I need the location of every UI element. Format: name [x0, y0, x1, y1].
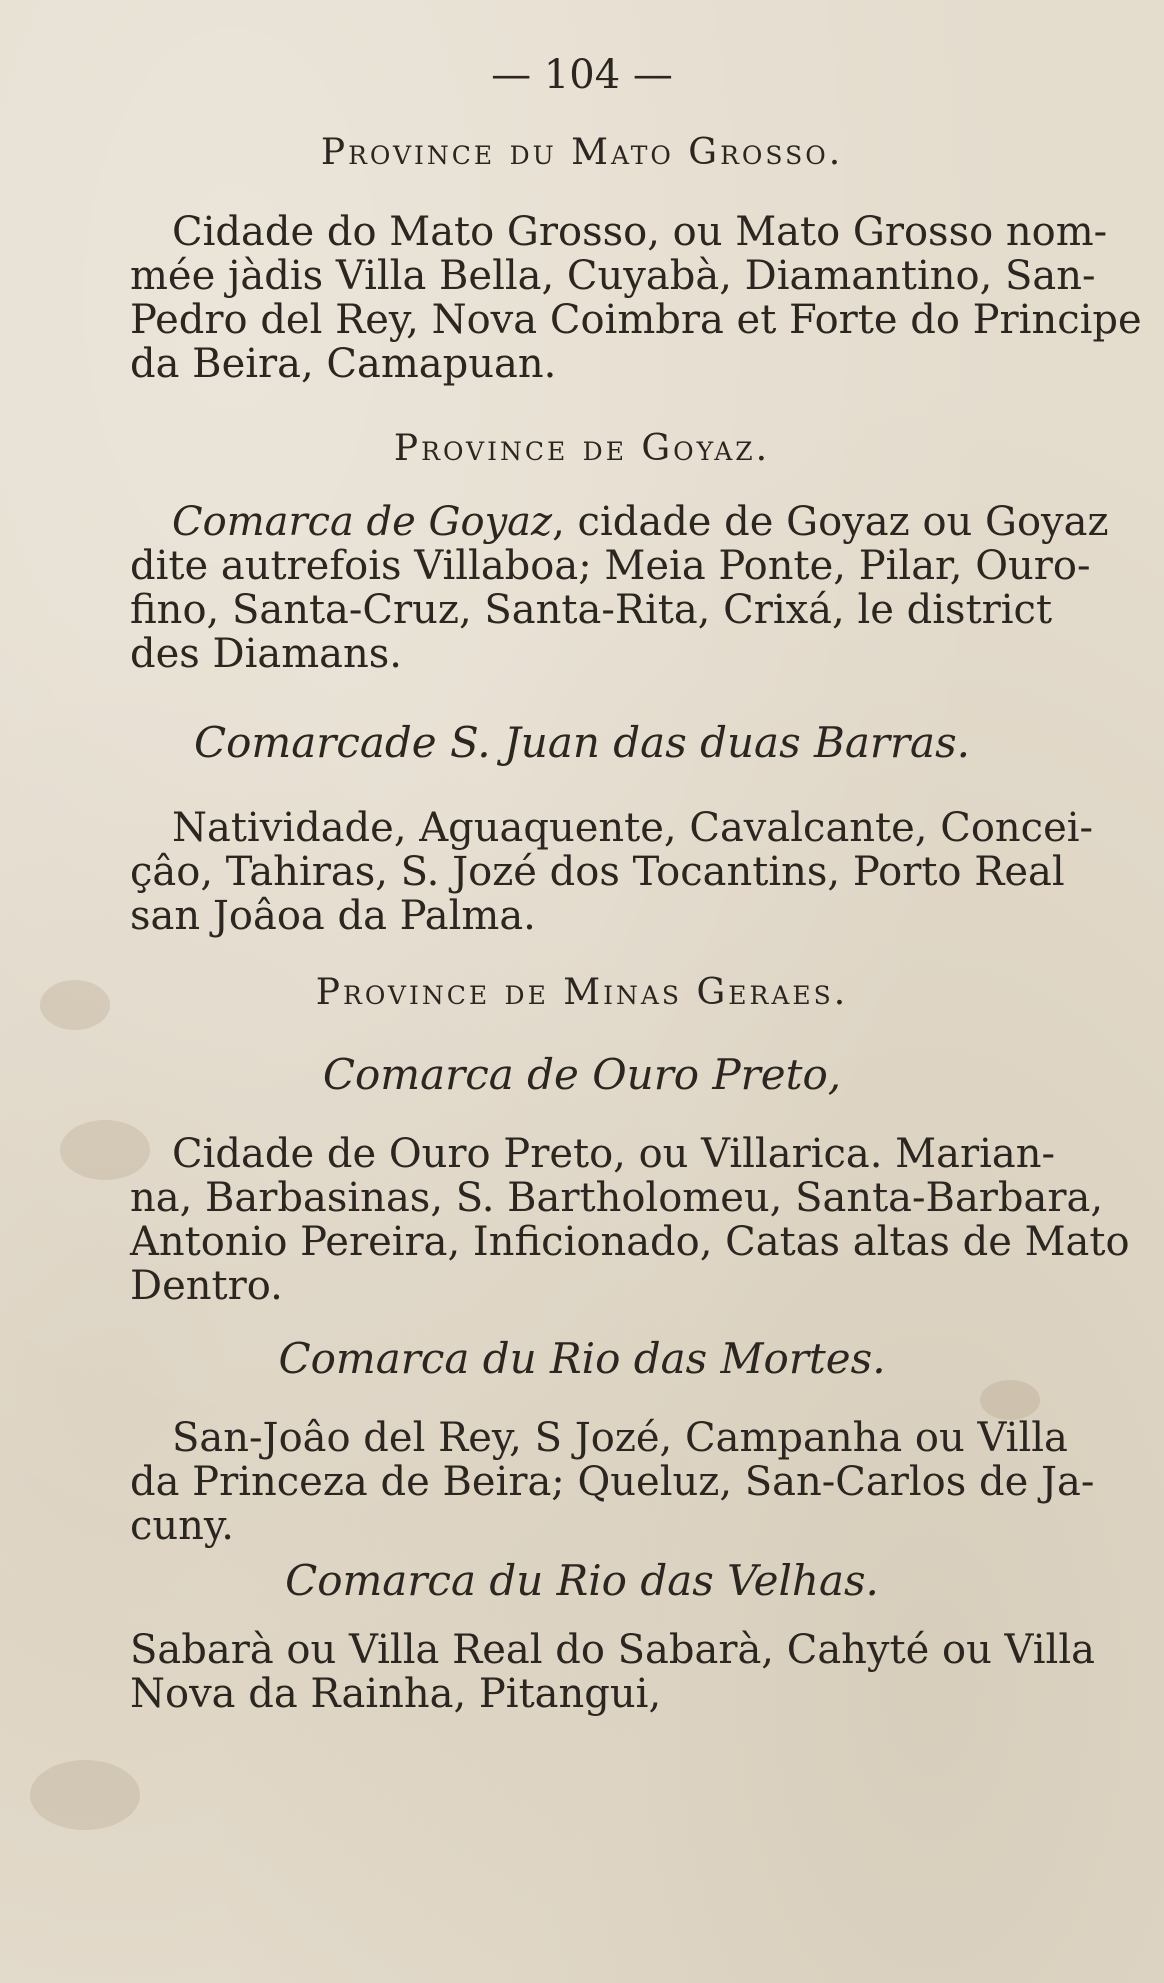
text-line: Natividade, Aguaquente, Cavalcante, Concei- [172, 805, 1094, 851]
comarca-lead: Comarca de Goyaz [172, 499, 553, 545]
paragraph-rio-das-velhas [130, 1627, 1095, 1717]
subheading-ouro-preto: Comarca de Ouro Preto, [322, 1050, 842, 1099]
heading-goyaz: Province de Goyaz. [393, 428, 771, 469]
text-line: Dentro. [130, 1263, 283, 1309]
text-line: Pedro del Rey, Nova Coimbra et Forte do Principe [130, 297, 1142, 343]
page-number: — 104 — [491, 52, 673, 98]
subheading-rio-das-mortes: Comarca du Rio das Mortes. [278, 1334, 886, 1383]
text-line: da Beira, Camapuan. [130, 341, 557, 387]
paragraph-duas-barras [130, 805, 1094, 939]
subheading-rio-das-velhas: Comarca du Rio das Velhas. [285, 1556, 879, 1605]
heading-mato-grosso: Province du Mato Grosso. [320, 132, 844, 173]
paragraph-ouro-preto [130, 1131, 1130, 1309]
text-line: çâo, Tahiras, S. Jozé dos Tocantins, Porto Real [130, 849, 1065, 895]
text-line: Cidade do Mato Grosso, ou Mato Grosso nom- [172, 209, 1108, 255]
paragraph-rio-das-mortes [130, 1415, 1095, 1549]
paragraph-goyaz [130, 499, 1109, 677]
text-line: san Joâoa da Palma. [130, 893, 536, 939]
text-line: Nova da Rainha, Pitangui, [130, 1671, 662, 1717]
text-line: da Princeza de Beira; Queluz, San-Carlos de Ja- [130, 1459, 1095, 1505]
text-line: fino, Santa-Cruz, Santa-Rita, Crixá, le district [130, 587, 1053, 633]
foxing-spot [30, 1760, 140, 1830]
paragraph-mato-grosso [130, 209, 1142, 387]
subheading-duas-barras: Comarcade S. Juan das duas Barras. [193, 718, 971, 767]
heading-minas-geraes: Province de Minas Geraes. [315, 972, 849, 1013]
text-line: cuny. [130, 1503, 234, 1549]
text-line: Sabarà ou Villa Real do Sabarà, Cahyté ou Villa [130, 1627, 1095, 1673]
text-line [130, 499, 1109, 545]
text-line: des Diamans. [130, 631, 403, 677]
text-line: mée jàdis Villa Bella, Cuyabà, Diamantino, San- [130, 253, 1096, 299]
text-line: Cidade de Ouro Preto, ou Villarica. Marian- [172, 1131, 1056, 1177]
text-line: Antonio Pereira, Inficionado, Catas altas de Mato [130, 1219, 1130, 1265]
text-line: na, Barbasinas, S. Bartholomeu, Santa-Barbara, [130, 1175, 1104, 1221]
text-line: dite autrefois Villaboa; Meia Ponte, Pilar, Ouro- [130, 543, 1091, 589]
text-fragment: , cidade de Goyaz ou Goyaz [552, 499, 1109, 545]
text-line: San-Joâo del Rey, S Jozé, Campanha ou Villa [172, 1415, 1068, 1461]
foxing-spot [980, 1380, 1040, 1420]
